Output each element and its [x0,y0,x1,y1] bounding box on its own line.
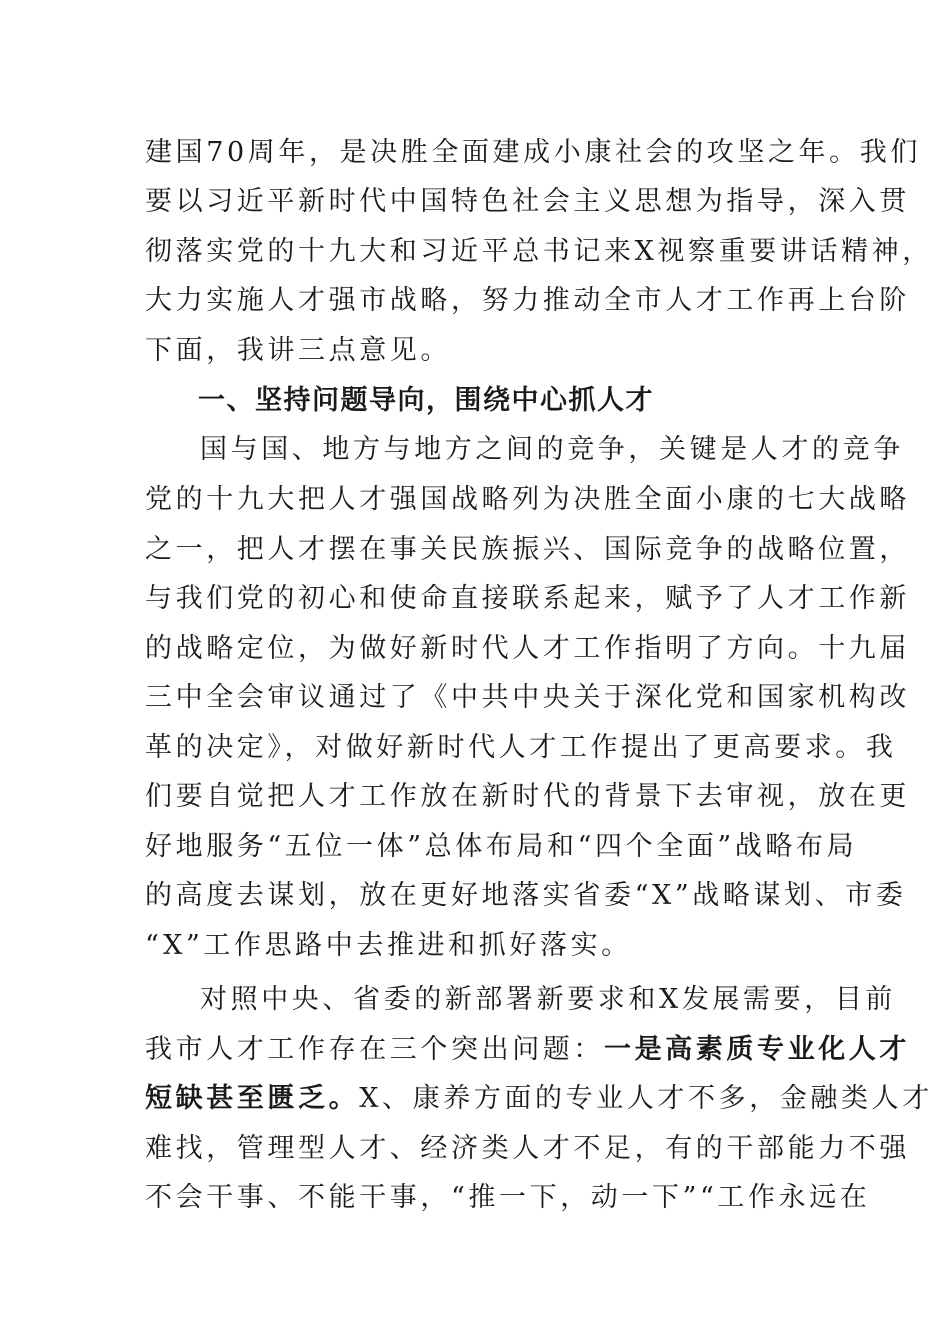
body-line: 们要自觉把人才工作放在新时代的背景下去审视，放在更 [145,781,910,812]
emphasis-text: 短缺甚至匮乏。 [145,1083,360,1114]
body-text: X、康养方面的专业人才不多，金融类人才 [359,1083,933,1114]
section-heading: 一、坚持问题导向，围绕中心抓人才 [198,385,654,416]
body-line: “X”工作思路中去推进和抓好落实。 [145,930,632,961]
body-line: 的战略定位，为做好新时代人才工作指明了方向。十九届 [145,633,910,664]
paragraph-first-line: 对照中央、省委的新部署新要求和X发展需要，目前 [200,984,897,1015]
body-line: 党的十九大把人才强国战略列为决胜全面小康的七大战略 [145,484,910,515]
body-text: 我市人才工作存在三个突出问题： [145,1034,604,1065]
body-line [145,1033,910,1067]
paragraph-first-line: 国与国、地方与地方之间的竞争，关键是人才的竞争 [200,434,904,465]
body-line: 好地服务“五位一体”总体布局和“四个全面”战略布局 [145,831,858,862]
emphasis-text: 一是高素质专业化人才 [604,1034,910,1065]
body-line [145,1082,933,1116]
body-line: 之一，把人才摆在事关民族振兴、国际竞争的战略位置， [145,534,910,565]
body-line: 与我们党的初心和使命直接联系起来，赋予了人才工作新 [145,583,910,614]
body-line: 三中全会审议通过了《中共中央关于深化党和国家机构改 [145,682,910,713]
body-line: 大力实施人才强市战略，努力推动全市人才工作再上台阶 [145,285,910,316]
body-line: 彻落实党的十九大和习近平总书记来X视察重要讲话精神， [145,236,933,267]
body-line: 的高度去谋划，放在更好地落实省委“X”战略谋划、市委 [145,880,907,911]
body-line: 要以习近平新时代中国特色社会主义思想为指导，深入贯 [145,186,910,217]
body-line: 建国70周年，是决胜全面建成小康社会的攻坚之年。我们 [145,137,921,168]
body-line: 难找，管理型人才、经济类人才不足，有的干部能力不强 [145,1133,910,1164]
body-line: 革的决定》，对做好新时代人才工作提出了更高要求。我 [145,732,897,763]
body-line: 不会干事、不能干事，“推一下，动一下”“工作永远在 [145,1182,871,1213]
body-line: 下面，我讲三点意见。 [145,335,451,366]
